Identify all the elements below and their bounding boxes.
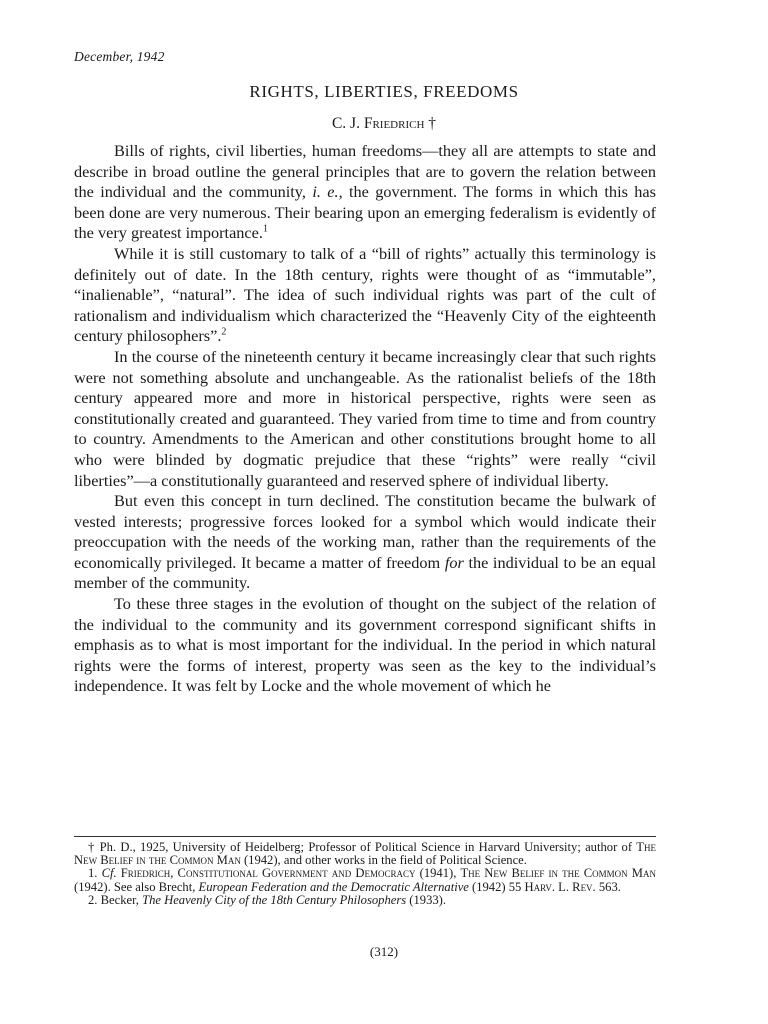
footnote-italic: The Heavenly City of the 18th Century Philosophers — [142, 892, 407, 907]
footnote-text: (1942) 55 — [468, 879, 525, 894]
footnote-text: † Ph. D., 1925, University of Heidelberg; Professor of Political Science in Harvard University; author of — [88, 840, 637, 854]
paragraph-4 — [74, 491, 656, 594]
footnote-ref-1: 1 — [262, 223, 268, 235]
footnote-smallcaps: Harv. L. Rev. — [524, 879, 596, 894]
footnote-smallcaps: The New Belief in the Common Man — [460, 866, 656, 881]
footnote-2 — [74, 894, 656, 907]
page-number: (312) — [369, 944, 399, 959]
footnote-ref-2: 2 — [221, 326, 227, 338]
footnote-text: (1933). — [406, 892, 447, 907]
footnote-text: 563. — [595, 879, 621, 894]
article-title: RIGHTS, LIBERTIES, FREEDOMS — [249, 82, 519, 101]
footnote-rule — [74, 836, 656, 837]
footnote-text: (1942), and other works in the field of Political Science. — [240, 853, 527, 868]
author-name: C. J. Friedrich — [331, 115, 425, 132]
paragraph-text: To these three stages in the evolution of thought on the subject of the relation of the individual to the community and its government correspond significant shifts in emphasis as to what is most important for the individual. In the period in which natural rights were the forms of interest, property was seen as the key to the individual’s independence. It was felt by Locke and the whole movement of which he — [74, 594, 656, 696]
article-body — [74, 141, 656, 697]
paragraph-5 — [74, 594, 656, 697]
footnote-number: 1. — [88, 866, 98, 881]
footnote-smallcaps: Friedrich, Constitutional Government and Democracy — [120, 866, 416, 881]
italic-for: for — [444, 552, 464, 572]
footnotes — [74, 841, 656, 907]
paragraph-2 — [74, 244, 656, 347]
paragraph-1 — [74, 141, 656, 244]
paragraph-text: Bills of rights, civil liberties, human freedoms—they all are attempts to state and describe in broad outline the general principles that are to govern the relation between the individual and the community, — [74, 141, 656, 202]
footnote-text: (1941), — [415, 866, 461, 881]
footnote-text: (1942). See also Brecht, — [74, 879, 199, 894]
paragraph-text: But even this concept in turn declined. The constitution became the bulwark of vested interests; progressive forces looked for a symbol which would indicate their preoccupation with the needs of the working man, rather than the requirements of the economically privileged. It became a matter of freedom — [74, 491, 656, 572]
paragraph-3 — [74, 347, 656, 491]
footnote-smallcaps: The New Belief in the Common Man — [74, 840, 656, 868]
italic-ie: i. e., — [312, 182, 343, 202]
article-author — [0, 115, 768, 133]
footnote-number: 2. — [88, 892, 98, 907]
footnote-italic: European Federation and the Democratic Alternative — [198, 879, 469, 894]
footnote-1 — [74, 867, 656, 893]
paragraph-text: the individual to be an equal member of the community. — [74, 552, 656, 593]
paragraph-text: the government. The forms in which this has been done are very numerous. Their bearing upon an emerging federalism is evidently of the very greatest importance. — [74, 182, 656, 243]
footnote-text: Becker, — [100, 892, 143, 907]
dateline: December, 1942 — [74, 49, 165, 64]
dagger-mark: † — [428, 115, 437, 132]
footnote-dagger — [74, 841, 656, 867]
paragraph-text: In the course of the nineteenth century it became increasingly clear that such rights were not something absolute and unchangeable. As the rationalist beliefs of the 18th century appeared more and more in historical perspective, rights were seen as constitutionally created and guaranteed. They varied from time to time and from country to country. Amendments to the American and other constitutions brought home to all who were blinded by dogmatic prejudice that these “rights” were really “civil liberties”—a constitutionally guaranteed and reserved sphere of individual liberty. — [74, 346, 656, 490]
paragraph-text: While it is still customary to talk of a “bill of rights” actually this terminology is definitely out of date. In the 18th century, rights were thought of as “immutable”, “inalienable”, “natural”. The idea of such individual rights was part of the cult of rationalism and individualism which characterized the “Heavenly City of the eighteenth century philosophers”. — [74, 243, 656, 346]
footnote-italic: Cf. — [101, 866, 117, 881]
